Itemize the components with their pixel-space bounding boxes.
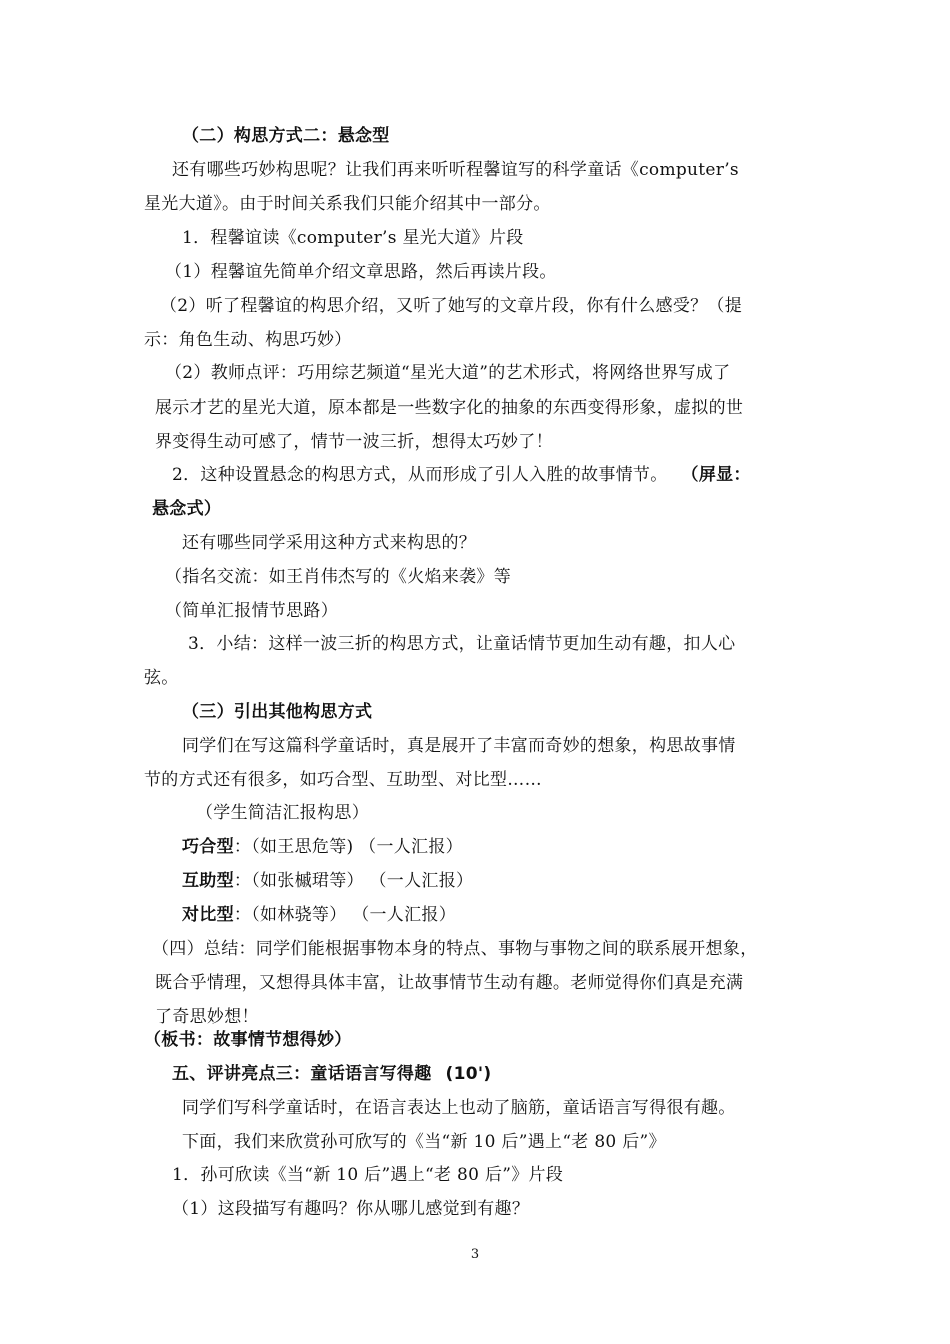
paragraph-line: 既合乎情理，又想得具体丰富，让故事情节生动有趣。老师觉得你们真是充满 (155, 973, 744, 993)
paragraph-line: 弦。 (144, 668, 179, 688)
list-item: （2）听了程馨谊的构思介绍，又听了她写的文章片段，你有什么感受？（提 (160, 296, 743, 316)
list-item: （1）程馨谊先简单介绍文章思路，然后再读片段。 (165, 262, 557, 282)
type-label: 巧合型 (182, 837, 234, 857)
type-detail: ：（如张槭珺等） （一人汇报） (233, 871, 474, 891)
paragraph-line: 同学们在写这篇科学童话时，真是展开了丰富而奇妙的想象，构思故事情 (182, 736, 736, 756)
page-number: 3 (470, 1247, 480, 1262)
paragraph-line: （指名交流：如王肖伟杰写的《火焰来袭》等 (165, 567, 511, 587)
screen-note: （屏显： (681, 465, 751, 485)
paragraph-line: 还有哪些巧妙构思呢？让我们再来听听程馨谊写的科学童话《computer’s (172, 160, 739, 180)
paragraph-line: 星光大道》。由于时间关系我们只能介绍其中一部分。 (144, 194, 551, 214)
list-item: 1．程馨谊读《computer’s 星光大道》片段 (182, 228, 524, 248)
section-heading-5 (172, 1062, 491, 1086)
paragraph-line: 界变得生动可感了，情节一波三折，想得太巧妙了！ (155, 432, 553, 452)
board-note: （板书：故事情节想得妙） (144, 1030, 352, 1050)
screen-note: 悬念式） (152, 499, 222, 519)
paragraph-line: 示：角色生动、构思巧妙） (144, 330, 352, 350)
paragraph-text: 2．这种设置悬念的构思方式，从而形成了引人入胜的故事情节。 (172, 465, 668, 485)
type-row (182, 835, 463, 859)
paragraph-line: （四）总结：同学们能根据事物本身的特点、事物与事物之间的联系展开想象， (152, 939, 758, 959)
list-item: （2）教师点评：巧用综艺频道“星光大道”的艺术形式，将网络世界写成了 (165, 363, 731, 383)
paragraph-line: （学生简洁汇报构思） (196, 803, 369, 823)
section-heading-2: （二）构思方式二：悬念型 (182, 126, 390, 146)
paragraph-line: 同学们写科学童话时，在语言表达上也动了脑筋，童话语言写得很有趣。 (182, 1098, 736, 1118)
paragraph-line: 下面，我们来欣赏孙可欣写的《当“新 10 后”遇上“老 80 后”》 (182, 1132, 666, 1152)
list-item: 3．小结：这样一波三折的构思方式，让童话情节更加生动有趣，扣人心 (188, 634, 736, 654)
paragraph-line: 节的方式还有很多，如巧合型、互助型、对比型…… (144, 770, 542, 790)
time-note: (10') (445, 1064, 492, 1084)
paragraph-line: （简单汇报情节思路） (165, 601, 338, 621)
paragraph-line: 展示才艺的星光大道，原本都是一些数字化的抽象的东西变得形象，虚拟的世 (155, 398, 744, 418)
section-heading-3: （三）引出其他构思方式 (182, 702, 373, 722)
type-row (182, 869, 473, 893)
paragraph-line: 还有哪些同学采用这种方式来构思的？ (182, 533, 477, 553)
paragraph-line (172, 463, 751, 487)
type-label: 对比型 (182, 905, 234, 925)
type-detail: ：（如王思危等) （一人汇报） (233, 837, 463, 857)
paragraph-line: 了奇思妙想！ (155, 1007, 259, 1027)
list-item: （1）这段描写有趣吗？你从哪儿感觉到有趣？ (172, 1199, 530, 1219)
type-row (182, 903, 456, 927)
heading-text: 五、评讲亮点三：童话语言写得趣 (172, 1064, 432, 1084)
type-label: 互助型 (182, 871, 234, 891)
list-item: 1．孙可欣读《当“新 10 后”遇上“老 80 后”》片段 (172, 1165, 564, 1185)
type-detail: ：（如林骁等） （一人汇报） (233, 905, 457, 925)
